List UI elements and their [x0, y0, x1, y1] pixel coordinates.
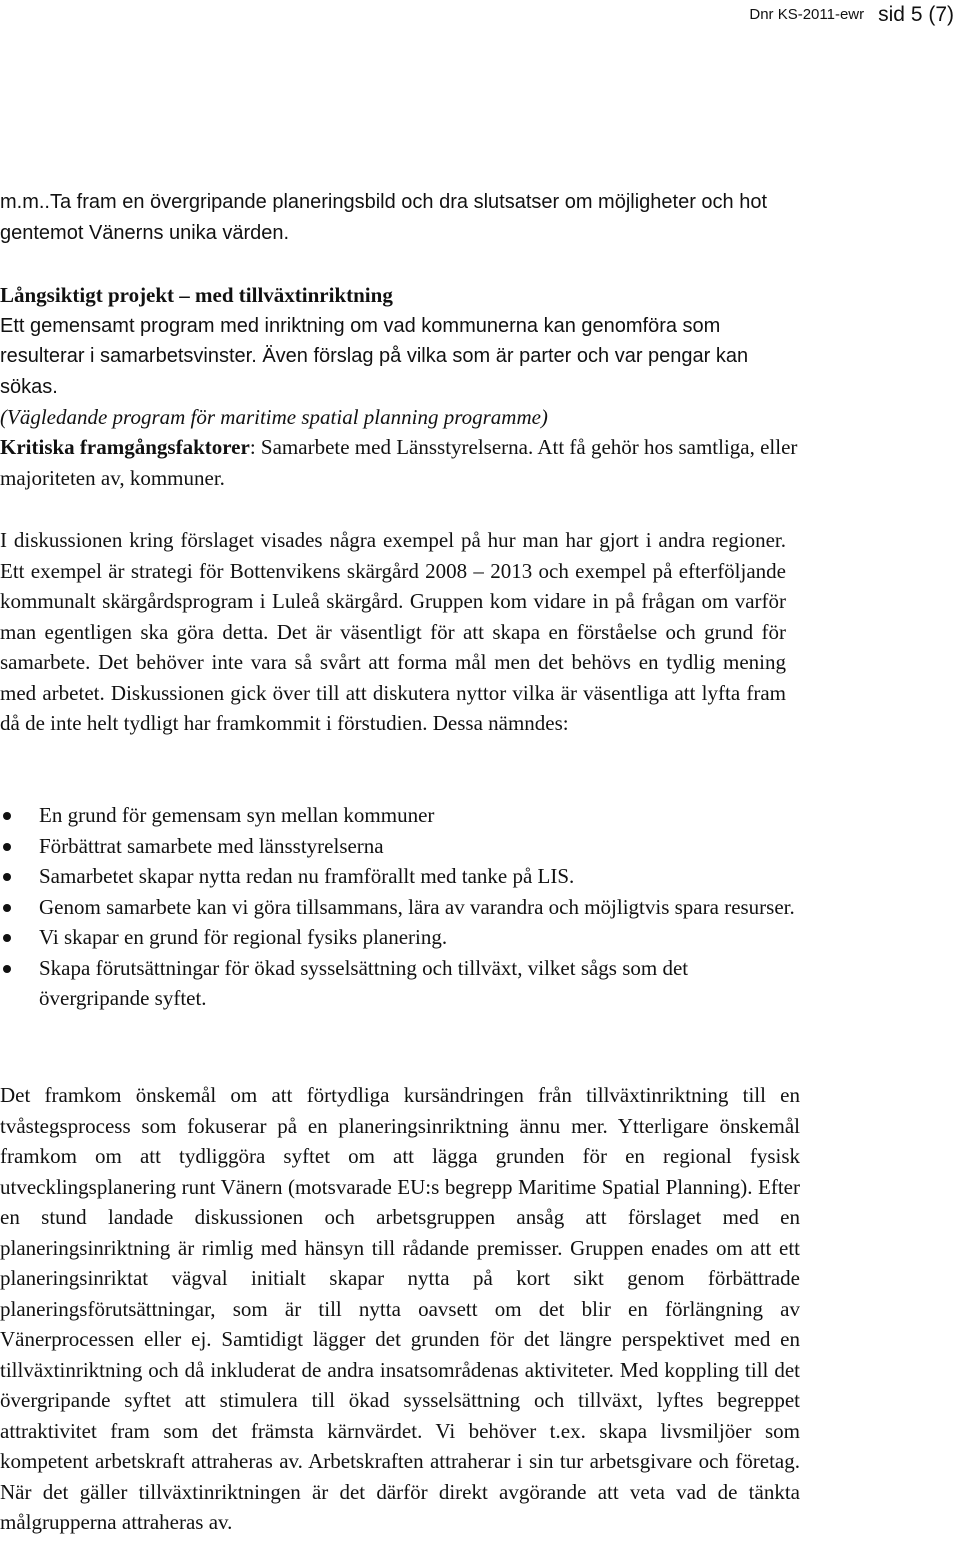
list-item: En grund för gemensam syn mellan kommuner — [0, 800, 800, 831]
success-factors-label: Kritiska framgångsfaktorer — [0, 435, 250, 459]
benefits-list — [0, 800, 800, 1014]
intro-paragraph: m.m..Ta fram en övergripande planeringsbild och dra slutsatser om möjligheter och hot gentemot Vänerns unika värden. — [0, 191, 768, 244]
list-item: Samarbetet skapar nytta redan nu framförallt med tanke på LIS. — [0, 861, 800, 892]
list-item: Genom samarbete kan vi göra tillsammans, lära av varandra och möjligtvis spara resurser. — [0, 892, 800, 923]
document-reference: Dnr KS-2011-ewr — [749, 6, 865, 23]
section-body: Ett gemensamt program med inriktning om vad kommunerna kan genomföra som resulterar i samarbetsvinster. Även förslag på vilka som är parter och var pengar kan sökas. — [0, 314, 749, 398]
conclusion-paragraph: Det framkom önskemål om att förtydliga kursändringen från tillväxtinriktning till en tvåstegsprocess som fokuserar på en planeringsinriktning ännu mer. Ytterligare önskemål framkom om att tydliggöra syftet om att lägga grunden för en regional fysisk utvecklingsplanering runt Vänern (motsvarade EU:s begrepp Maritime Spatial Planning). Efter en stund landade diskussionen och arbetsgruppen ansåg att förslaget med en planeringsinriktning är rimlig med hänsyn till rådande premisser. Gruppen enades om att ett planeringsinriktat vägval initialt skapar nytta på kort sikt genom förbättrade planeringsförutsättningar, som är till nytta oavsett om det blir en förlängning av Vänerprocessen eller ej. Samtidigt lägger det grunden för det längre perspektivet med en tillväxtinriktning och då inkluderat de andra insatsområdenas aktiviteter. Med koppling till det övergripande syftet att stimulera till ökad sysselsättning och tillväxt, lyftes begreppet attraktivitet fram som det främsta kärnvärdet. Vi behöver t.ex. skapa livsmiljöer som kompetent arbetskraft attraheras av. Arbetskraften attraherar i sin tur arbetsgivare och företag. När det gäller tillväxtinriktningen är det därför direkt avgörande att veta vad de tänkta målgrupperna attraheras av. — [0, 1083, 800, 1534]
section-heading: Långsiktigt projekt – med tillväxtinriktning — [0, 283, 393, 307]
page-header — [749, 3, 954, 27]
section-long-term-project — [0, 280, 800, 433]
list-item: Vi skapar en grund för regional fysiks planering. — [0, 922, 800, 953]
success-factors-paragraph — [0, 432, 800, 493]
discussion-paragraph: I diskussionen kring förslaget visades några exempel på hur man har gjort i andra regioner. Ett exempel är strategi för Bottenvikens skärgård 2008 – 2013 och exempel på efterföljande kommunalt skärgårdsprogram i Luleå skärgård. Gruppen kom vidare in på frågan om varför man egentligen ska göra detta. Det är väsentligt för att skapa en förståelse och grund för samarbete. Det behöver inte vara så svårt att forma mål men det behövs en tydlig mening med arbetet. Diskussionen gick över till att diskutera nyttor vilka är väsentliga att lyfta fram då de inte helt tydligt har framkommit i förstudien. Dessa nämndes: — [0, 528, 786, 735]
success-factors-text: Samarbete med Länsstyrelserna. Att få gehör hos samtliga, eller majoriteten av, kommuner. — [0, 435, 798, 490]
list-item: Förbättrat samarbete med länsstyrelserna — [0, 831, 800, 862]
success-factors-separator: : — [249, 435, 261, 459]
page-number: sid 5 (7) — [878, 3, 954, 26]
section-note: (Vägledande program för maritime spatial planning programme) — [0, 405, 548, 429]
list-item: Skapa förutsättningar för ökad sysselsättning och tillväxt, vilket sågs som det övergripande syftet. — [0, 953, 800, 1014]
